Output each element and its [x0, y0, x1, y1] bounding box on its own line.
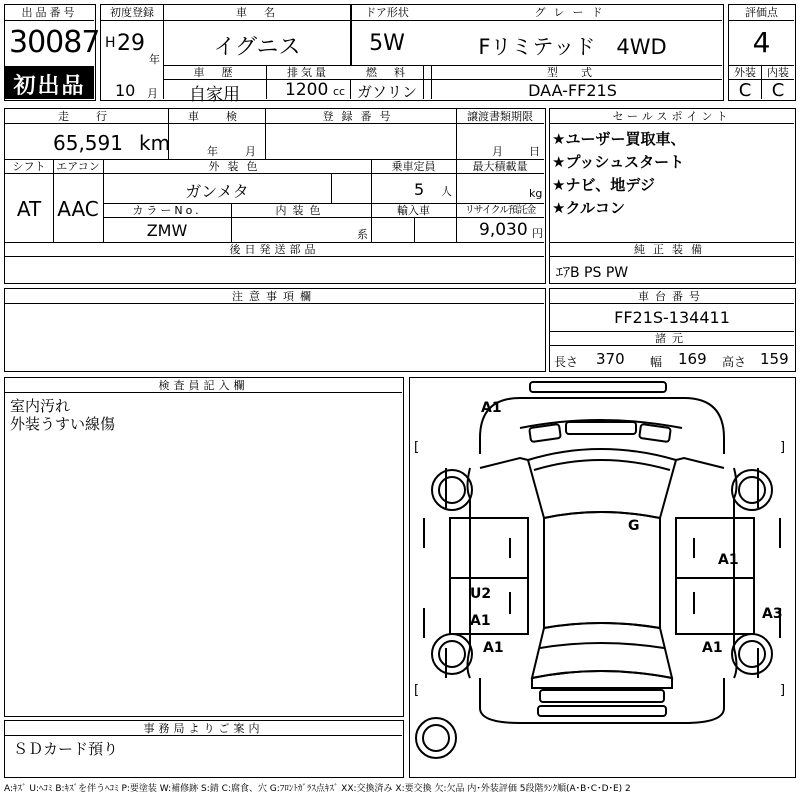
- capacity: 5: [414, 180, 425, 199]
- damage-mark-right-rear: A1: [702, 640, 723, 656]
- month-unit: 月: [147, 87, 158, 100]
- sales-point-3: ★ナビ、地デジ: [552, 176, 655, 194]
- damage-mark-left-rear-door-u: U2: [470, 586, 492, 602]
- sales-point-2: ★プッシュスタート: [552, 153, 685, 171]
- chassis-number: FF21S-134411: [614, 308, 730, 327]
- exterior-grade: C: [738, 80, 752, 101]
- overall-score: 4: [752, 26, 771, 59]
- transfer-month-unit: 月: [492, 145, 503, 158]
- length-label: 長さ: [554, 355, 579, 369]
- year-unit: 年: [149, 53, 160, 66]
- damage-mark-right-front-door: A1: [718, 552, 739, 568]
- sales-point-4: ★クルコン: [552, 199, 625, 217]
- inspection-month-unit: 月: [245, 145, 256, 158]
- legend: A:ｷｽﾞ U:ﾍｺﾐ B:ｷｽﾞを伴うﾍｺﾐ P:要塗装 W:補修跡 S:錆 C:腐食、穴 G:ﾌﾛﾝﾄｶﾞﾗｽ点ｷｽﾞ XX:交換済み X:要交換 欠:欠品 内･外装評価 5段階ﾗﾝｸ順(A･B･C･D･E) 2: [4, 784, 631, 794]
- mileage-label: 走 行: [58, 110, 115, 123]
- transfer-deadline-label: 譲渡書類期限: [467, 110, 533, 123]
- mileage: 65,591: [53, 131, 123, 155]
- history-label: 車 歴: [193, 66, 236, 79]
- aircon-label: エアコン: [56, 160, 100, 173]
- door-type-label: ドア形状: [365, 6, 409, 19]
- bracket-left-1: [: [414, 440, 420, 455]
- displacement-unit: cc: [333, 85, 346, 98]
- interior-color-label: 内装色: [275, 204, 327, 217]
- recycle-deposit-label: リサイクル預託金: [464, 205, 536, 216]
- car-name-label: 車 名: [236, 6, 278, 19]
- chassis-box: [549, 288, 796, 372]
- capacity-unit: 人: [441, 185, 452, 198]
- inspector-label: 検査員記入欄: [158, 379, 249, 392]
- office-box: [4, 720, 404, 778]
- bracket-right-1: ]: [780, 440, 786, 455]
- registration-number-label: 登録番号: [322, 110, 399, 123]
- registration-year: 29: [117, 31, 145, 56]
- vehicle-header-box: [100, 4, 724, 105]
- inspector-line-1: 室内汚れ: [10, 397, 71, 415]
- first-registration-label: 初度登録: [110, 6, 154, 19]
- damage-diagram: [409, 377, 796, 778]
- damage-mark-left-rear-door: A1: [470, 613, 491, 629]
- office-label: 事務局よりご案内: [143, 722, 264, 735]
- first-listing-badge: [5, 66, 94, 99]
- registration-month: 10: [115, 81, 136, 100]
- damage-mark-front: A1: [481, 400, 502, 416]
- inspection-label: 車 検: [188, 110, 245, 123]
- notes-box: [4, 288, 546, 372]
- height-value: 159: [760, 350, 789, 368]
- interior-color-suffix: 系: [357, 228, 368, 241]
- car-outline: [410, 378, 794, 776]
- lot-number-box: [4, 4, 100, 101]
- damage-mark-left-rear-fender: A1: [483, 640, 504, 656]
- recycle-deposit: 9,030: [479, 220, 528, 240]
- sales-points-box: [549, 108, 796, 284]
- inspector-line-2: 外装うすい線傷: [10, 415, 116, 433]
- height-label: 高さ: [722, 355, 747, 369]
- grade: Fリミテッド 4WD: [478, 35, 667, 59]
- exterior-color: ガンメタ: [185, 182, 249, 201]
- aircon: AAC: [57, 197, 99, 221]
- spec-label: 諸元: [655, 332, 689, 345]
- score-box: [728, 4, 796, 101]
- details-box: [4, 108, 546, 284]
- shift: AT: [16, 197, 42, 221]
- bracket-right-2: ]: [780, 683, 786, 698]
- first-listing-label: 初出品: [13, 74, 86, 99]
- damage-mark-windshield: G: [628, 518, 640, 534]
- equipment: ｴｱB PS PW: [556, 265, 629, 281]
- exterior-grade-label: 外装: [734, 66, 756, 79]
- damage-mark-right-rear-fender: A3: [762, 606, 783, 622]
- grade-label: グレード: [534, 6, 611, 19]
- length-value: 370: [596, 350, 625, 368]
- model-label: 型 式: [547, 66, 598, 79]
- history: 自家用: [189, 85, 240, 105]
- max-load-unit: kg: [529, 187, 543, 200]
- bracket-left-2: [: [414, 683, 420, 698]
- car-name: イグニス: [213, 35, 301, 60]
- recycle-deposit-unit: 円: [532, 227, 543, 240]
- interior-grade: C: [771, 80, 785, 101]
- model-code: DAA-FF21S: [528, 81, 617, 100]
- color-number-label: カラーNo.: [132, 204, 202, 217]
- shift-label: シフト: [12, 160, 46, 173]
- max-load-label: 最大積載量: [472, 160, 528, 173]
- transfer-day-unit: 日: [529, 145, 540, 158]
- chassis-number-label: 車台番号: [638, 290, 706, 303]
- displacement: 1200: [285, 80, 329, 100]
- lot-number-label: 出品番号: [21, 6, 78, 19]
- color-number: ZMW: [146, 221, 188, 240]
- capacity-label: 乗車定員: [391, 160, 436, 173]
- lot-number: 30087: [9, 25, 100, 60]
- sales-point-1: ★ユーザー買取車、: [552, 130, 686, 148]
- office-note: ＳＤカード預り: [13, 740, 119, 758]
- sales-points-label: セールスポイント: [612, 110, 732, 123]
- interior-grade-label: 内装: [767, 66, 789, 79]
- equipment-label: 純正装備: [634, 243, 710, 256]
- exterior-color-label: 外装色: [208, 160, 266, 173]
- mileage-unit: km: [139, 131, 171, 155]
- import-label: 輸入車: [397, 204, 430, 217]
- inspector-box: [4, 377, 404, 717]
- era: H: [105, 35, 116, 51]
- inspection-year-unit: 年: [207, 145, 218, 158]
- width-value: 169: [678, 350, 707, 368]
- fuel-label: 燃 料: [366, 66, 408, 79]
- displacement-label: 排気量: [287, 66, 329, 79]
- notes-label: 注意事項欄: [232, 290, 317, 303]
- door-type: 5W: [369, 31, 405, 56]
- score-label: 評価点: [745, 6, 778, 19]
- later-parts-label: 後日発送部品: [229, 243, 320, 256]
- width-label: 幅: [650, 355, 663, 369]
- fuel: ガソリン: [356, 83, 417, 101]
